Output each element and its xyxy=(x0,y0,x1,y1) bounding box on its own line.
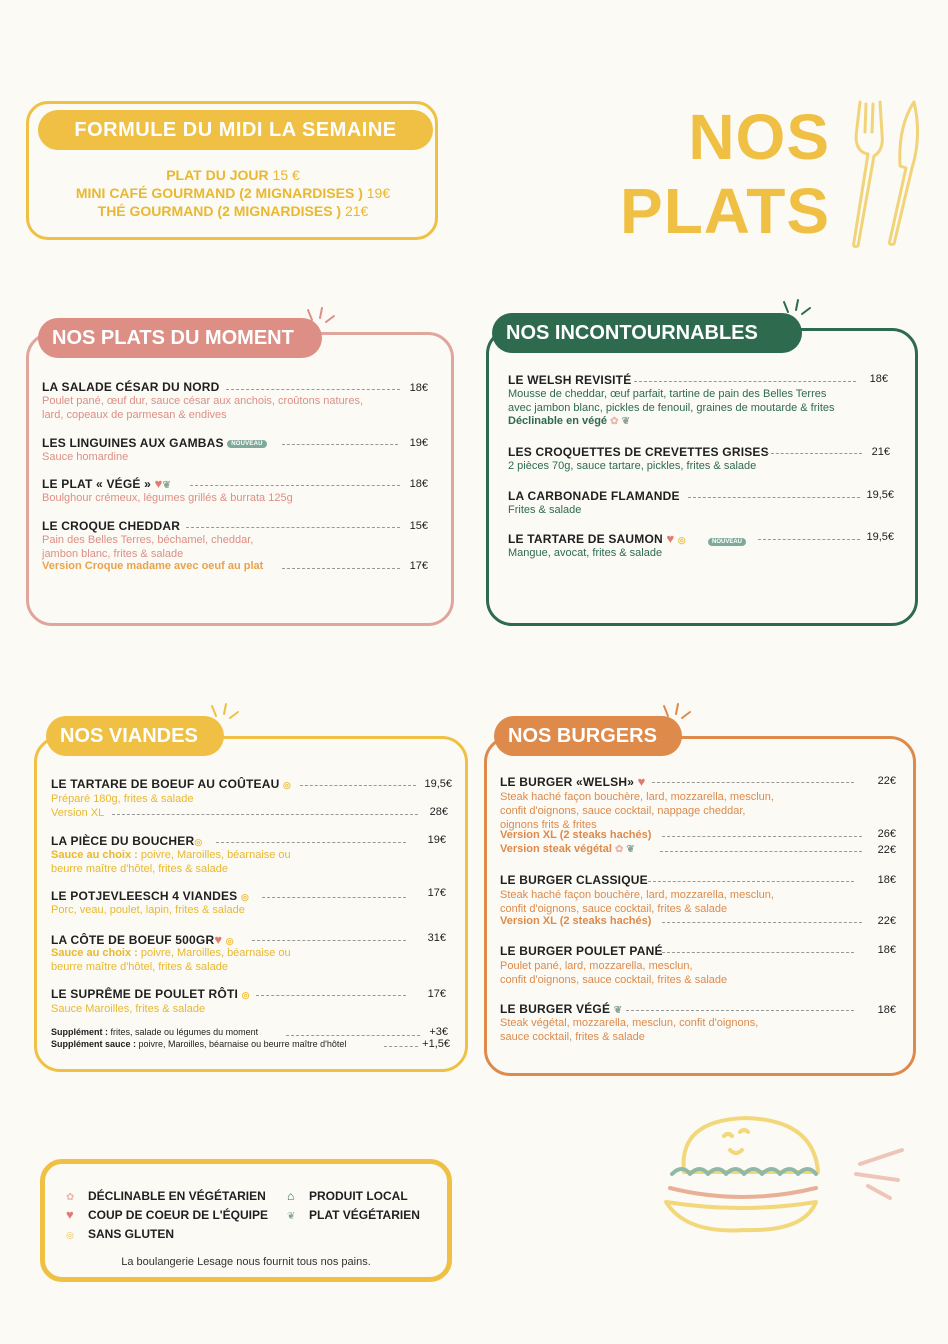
heart-icon: ♥ xyxy=(154,476,163,491)
flower-icon: ✿ xyxy=(614,844,624,855)
viandes-item-3-name xyxy=(51,889,249,903)
nouveau-badge-wrap xyxy=(708,533,746,551)
sparkle-icon xyxy=(210,702,240,724)
leader-line xyxy=(662,836,862,837)
legend-label: COUP DE COEUR DE L'ÉQUIPE xyxy=(88,1208,268,1222)
viandes-item-4-name xyxy=(51,932,234,947)
viandes-item-1-xl: Version XL xyxy=(51,807,105,819)
leaf-icon: ❦ xyxy=(287,1211,296,1222)
supplement-label: Supplément sauce : xyxy=(51,1039,137,1049)
heart-icon: ♥ xyxy=(66,1207,74,1222)
supplement-label: Supplément : xyxy=(51,1027,109,1037)
sauce-label: Sauce au choix : xyxy=(51,947,138,959)
desc-line: beurre maître d'hôtel, frites & salade xyxy=(51,863,228,875)
incontournables-item-4-name xyxy=(508,531,686,546)
burgers-item-3-price: 18€ xyxy=(877,944,896,956)
flower-icon: ✿ xyxy=(610,416,619,427)
incontournables-item-1-desc xyxy=(508,387,835,415)
incontournables-item-2-name: LES CROQUETTES DE CREVETTES GRISES xyxy=(508,445,769,459)
desc-line: sauce cocktail, frites & salade xyxy=(500,1031,645,1043)
flower-icon: ✿ xyxy=(66,1192,75,1203)
moment-item-4-sub-price: 17€ xyxy=(409,560,428,572)
formule-title: FORMULE DU MIDI LA SEMAINE xyxy=(38,110,433,150)
leader-line xyxy=(660,851,862,852)
page-title-line1: NOS xyxy=(688,101,830,173)
formule-line2-label: MINI CAFÉ GOURMAND (2 MIGNARDISES ) xyxy=(75,185,363,201)
viandes-item-2-desc xyxy=(51,848,291,876)
viandes-item-4-price: 31€ xyxy=(427,932,446,944)
formule-line1-price: 15 € xyxy=(268,167,300,183)
legend-row xyxy=(66,1187,286,1206)
leader-line xyxy=(282,568,400,569)
item-name-text: LE SUPRÊME DE POULET RÔTI xyxy=(51,987,239,1001)
page-title xyxy=(620,100,830,248)
leader-line xyxy=(262,897,406,898)
desc-line: avec jambon blanc, pickles de fenouil, graines de moutarde & frites xyxy=(508,402,835,414)
burgers-item-2-name: LE BURGER CLASSIQUE xyxy=(500,873,648,887)
legend-row xyxy=(287,1206,447,1225)
burgers-item-2-sub1: Version XL (2 steaks hachés) xyxy=(500,915,652,927)
incontournables-item-4-desc: Mangue, avocat, frites & salade xyxy=(508,547,663,559)
desc-line: beurre maître d'hôtel, frites & salade xyxy=(51,961,228,973)
legend-right xyxy=(287,1187,447,1225)
page-title-line2: PLATS xyxy=(620,175,831,247)
gluten-free-icon: ◎ xyxy=(677,535,686,545)
desc-line: Steak végétal, mozzarella, mesclun, confit d'oignons, xyxy=(500,1017,759,1029)
heart-icon: ♥ xyxy=(214,932,223,947)
legend-row xyxy=(66,1206,286,1225)
leader-line xyxy=(282,444,398,445)
leaf-icon: ❦ xyxy=(626,844,635,855)
desc-line: confit d'oignons, sauce cocktail, frites & salade xyxy=(500,903,728,915)
moment-item-4-price: 15€ xyxy=(409,520,428,532)
gluten-free-icon: ◎ xyxy=(240,892,249,902)
incontournables-item-2-price: 21€ xyxy=(871,446,890,458)
gluten-free-icon: ◎ xyxy=(283,780,292,790)
supplement-text: frites, salade ou légumes du moment xyxy=(108,1027,259,1037)
sparkle-icon xyxy=(662,702,692,724)
viandes-supplement-2 xyxy=(51,1039,346,1049)
legend-row xyxy=(287,1187,447,1206)
burgers-item-2-sub1-price: 22€ xyxy=(877,915,896,927)
leader-line xyxy=(688,497,860,498)
desc-line: jambon blanc, frites & salade xyxy=(42,548,184,560)
leader-line xyxy=(648,881,854,882)
burgers-item-3-name: LE BURGER POULET PANÉ xyxy=(500,944,663,958)
moment-item-3-name xyxy=(42,476,171,491)
viandes-item-1-price: 19,5€ xyxy=(424,778,452,790)
legend-label: PLAT VÉGÉTARIEN xyxy=(309,1208,420,1222)
burgers-item-4-name xyxy=(500,1002,622,1016)
incontournables-item-2-desc: 2 pièces 70g, sauce tartare, pickles, frites & salade xyxy=(508,460,757,472)
legend-label: PRODUIT LOCAL xyxy=(309,1189,408,1203)
legend-label: DÉCLINABLE EN VÉGÉTARIEN xyxy=(88,1189,266,1203)
moment-item-1-desc xyxy=(42,394,363,422)
incontournables-item-3-desc: Frites & salade xyxy=(508,504,582,516)
item-name-text: LE TARTARE DE SAUMON xyxy=(508,532,663,546)
burger-illustration-icon xyxy=(656,1110,826,1240)
burgers-item-2-price: 18€ xyxy=(877,874,896,886)
viandes-supplement-1-price: +3€ xyxy=(429,1026,448,1038)
moment-item-2-name xyxy=(42,436,267,450)
burgers-item-4-price: 18€ xyxy=(877,1004,896,1016)
gluten-free-icon: ◎ xyxy=(225,936,234,946)
desc-line: confit d'oignons, sauce cocktail, frites & salade xyxy=(500,974,728,986)
moment-item-2-desc: Sauce homardine xyxy=(42,451,129,463)
leader-line xyxy=(626,1010,854,1011)
fork-knife-icon xyxy=(838,96,928,248)
leader-line xyxy=(190,485,400,486)
leader-line xyxy=(766,453,862,454)
item-name-text: LE PLAT « VÉGÉ » xyxy=(42,477,152,491)
leader-line xyxy=(186,527,400,528)
moment-item-1-price: 18€ xyxy=(409,382,428,394)
moment-item-3-desc: Boulghour crémeux, légumes grillés & burrata 125g xyxy=(42,492,293,504)
burgers-item-4-desc xyxy=(500,1016,758,1044)
item-name-text: LE POTJEVLEESCH 4 VIANDES xyxy=(51,889,238,903)
viandes-title: NOS VIANDES xyxy=(46,716,224,756)
formule-line2-price: 19€ xyxy=(362,185,391,201)
leaf-icon: ❦ xyxy=(162,480,172,491)
nouveau-badge: NOUVEAU xyxy=(227,440,266,448)
burgers-item-1-sub1: Version XL (2 steaks hachés) xyxy=(500,829,652,841)
desc-line: Steak haché façon bouchère, lard, mozzarella, mesclun, xyxy=(500,889,774,901)
desc-line: Steak haché façon bouchère, lard, mozzarella, mesclun, xyxy=(500,791,774,803)
item-name-text: LE TARTARE DE BOEUF AU COÛTEAU xyxy=(51,777,280,791)
leader-line xyxy=(300,785,416,786)
viandes-item-1-name xyxy=(51,777,291,791)
incontournables-item-3-name: LA CARBONADE FLAMANDE xyxy=(508,489,680,503)
burgers-item-3-desc xyxy=(500,959,727,987)
supplement-text: poivre, Maroilles, béarnaise ou beurre maître d'hôtel xyxy=(136,1039,347,1049)
heart-icon: ♥ xyxy=(666,531,675,546)
legend-footer: La boulangerie Lesage nous fournit tous nos pains. xyxy=(121,1256,371,1268)
burgers-item-1-sub2 xyxy=(500,843,635,855)
desc-line: lard, copeaux de parmesan & endives xyxy=(42,409,227,421)
desc-line: poivre, Maroilles, béarnaise ou xyxy=(137,947,291,959)
desc-line: Poulet pané, lard, mozzarella, mesclun, xyxy=(500,960,693,972)
desc-line: Mousse de cheddar, œuf parfait, tartine de pain des Belles Terres xyxy=(508,388,827,400)
leader-line xyxy=(226,389,400,390)
moment-item-4-name: LE CROQUE CHEDDAR xyxy=(42,519,181,533)
leader-line xyxy=(286,1035,420,1036)
desc-line: oignons frits & frites xyxy=(500,819,597,831)
viandes-item-3-desc: Porc, veau, poulet, lapin, frites & salade xyxy=(51,904,245,916)
leader-line xyxy=(634,381,856,382)
viandes-item-3-price: 17€ xyxy=(427,887,446,899)
leader-line xyxy=(662,922,862,923)
moment-item-4-desc xyxy=(42,533,253,561)
item-name-text: LE BURGER VÉGÉ xyxy=(500,1002,611,1016)
incontournables-item-1-price: 18€ xyxy=(869,373,888,385)
sparkle-icon xyxy=(782,298,814,322)
sub-text: Déclinable en végé xyxy=(508,415,608,427)
viandes-item-5-price: 17€ xyxy=(427,988,446,1000)
burgers-title: NOS BURGERS xyxy=(494,716,682,756)
desc-line: poivre, Maroilles, béarnaise ou xyxy=(137,849,291,861)
leader-line xyxy=(112,814,418,815)
sub-text: Version steak végétal xyxy=(500,843,612,855)
viandes-item-2-price: 19€ xyxy=(427,834,446,846)
leader-line xyxy=(384,1046,418,1047)
burgers-item-1-sub1-price: 26€ xyxy=(877,828,896,840)
viandes-item-4-desc xyxy=(51,946,291,974)
viandes-item-5-desc: Sauce Maroilles, frites & salade xyxy=(51,1003,206,1015)
item-name-text: LE BURGER «WELSH» xyxy=(500,775,635,789)
formule-line3-price: 21€ xyxy=(341,203,369,219)
formule-line3-label: THÉ GOURMAND (2 MIGNARDISES ) xyxy=(97,203,342,219)
local-product-icon: ⌂ xyxy=(287,1189,295,1203)
viandes-item-5-name xyxy=(51,987,250,1001)
moment-item-1-name: LA SALADE CÉSAR DU NORD xyxy=(42,380,220,394)
item-name-text: LA CÔTE DE BOEUF 500GR xyxy=(51,933,215,947)
gluten-free-icon: ◎ xyxy=(194,837,203,847)
moment-item-4-sub: Version Croque madame avec oeuf au plat xyxy=(42,560,264,572)
leader-line xyxy=(652,782,854,783)
moment-item-2-price: 19€ xyxy=(409,437,428,449)
burgers-item-2-desc xyxy=(500,888,774,916)
viandes-item-2-name xyxy=(51,834,202,848)
sparkle-icon xyxy=(306,306,336,328)
sauce-label: Sauce au choix : xyxy=(51,849,138,861)
leaf-icon: ❦ xyxy=(621,416,630,427)
viandes-item-1-xl-price: 28€ xyxy=(429,806,448,818)
incontournables-item-1-sub xyxy=(508,415,630,427)
desc-line: confit d'oignons, sauce cocktail, nappage cheddar, xyxy=(500,805,746,817)
gluten-free-icon: ◎ xyxy=(241,990,250,1000)
nouveau-badge: NOUVEAU xyxy=(708,538,746,546)
moment-title: NOS PLATS DU MOMENT xyxy=(38,318,322,358)
leader-line xyxy=(216,842,406,843)
item-name-text: LA PIÈCE DU BOUCHER xyxy=(51,834,195,848)
viandes-supplement-1 xyxy=(51,1027,258,1037)
incontournables-item-4-price: 19,5€ xyxy=(866,531,894,543)
burgers-item-1-desc xyxy=(500,790,774,832)
viandes-item-1-desc: Préparé 180g, frites & salade xyxy=(51,793,194,805)
leaf-icon: ❦ xyxy=(613,1005,623,1016)
moment-item-3-price: 18€ xyxy=(409,478,428,490)
burgers-item-1-sub2-price: 22€ xyxy=(877,844,896,856)
item-name-text: LES LINGUINES AUX GAMBAS xyxy=(42,436,224,450)
burgers-item-1-price: 22€ xyxy=(877,775,896,787)
legend-left xyxy=(66,1187,286,1244)
leader-line xyxy=(662,952,854,953)
incontournables-item-1-name: LE WELSH REVISITÉ xyxy=(508,373,632,387)
leader-line xyxy=(758,539,860,540)
desc-line: Pain des Belles Terres, béchamel, cheddar, xyxy=(42,534,254,546)
formule-line1-label: PLAT DU JOUR xyxy=(166,167,269,183)
incontournables-item-3-price: 19,5€ xyxy=(866,489,894,501)
heart-icon: ♥ xyxy=(637,774,646,789)
gluten-free-icon: ◎ xyxy=(66,1230,74,1240)
legend-row xyxy=(66,1225,286,1244)
legend-label: SANS GLUTEN xyxy=(88,1227,175,1241)
sparkle-icon xyxy=(850,1142,910,1202)
leader-line xyxy=(252,940,406,941)
viandes-supplement-2-price: +1,5€ xyxy=(422,1038,450,1050)
burgers-item-1-name xyxy=(500,774,646,789)
leader-line xyxy=(256,995,406,996)
incontournables-title: NOS INCONTOURNABLES xyxy=(492,313,802,353)
desc-line: Poulet pané, œuf dur, sauce césar aux anchois, croûtons natures, xyxy=(42,395,364,407)
formule-lines xyxy=(28,166,438,220)
